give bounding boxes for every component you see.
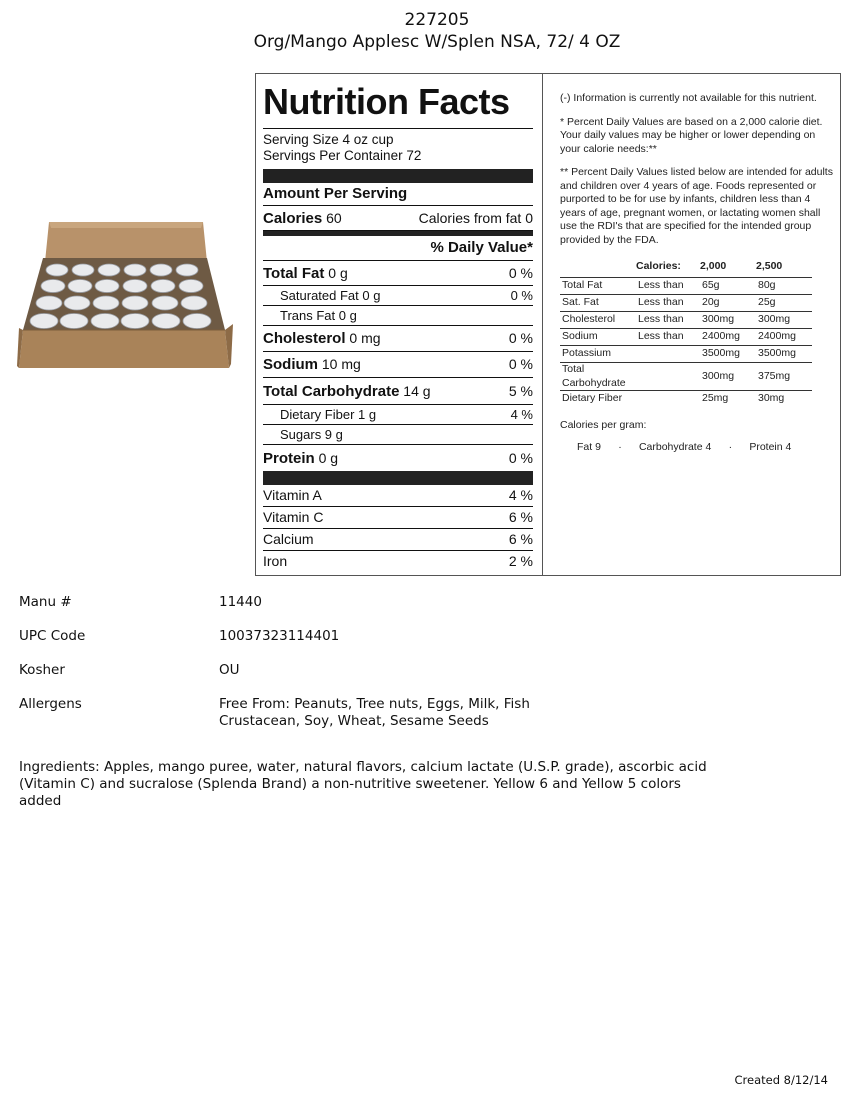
- cpg-fat: Fat 9: [577, 440, 601, 453]
- allergens-line-1: Free From: Peanuts, Tree nuts, Eggs, Milk, Fish: [219, 696, 530, 712]
- protein-label: Protein: [263, 450, 315, 467]
- total-fat-dv: 0 %: [508, 265, 533, 281]
- protein-dv: 0 %: [508, 450, 533, 466]
- daily-value-header: % Daily Value*: [263, 236, 533, 261]
- table-cell: Dietary Fiber: [562, 392, 623, 405]
- footnote-adults: ** Percent Daily Values listed below are intended for adults and children over 4 years of age. Foods represented or purported to be for use by infants, children less than 4 years of age, pregnant women, or lactating women shall use the RDI's that are specified for the intended group provided by the FDA.: [560, 166, 833, 246]
- vitamin-row: [263, 529, 533, 551]
- table-cell: 3500mg: [700, 346, 756, 363]
- protein-value: 0 g: [318, 450, 339, 466]
- cpg-carbohydrate: Carbohydrate 4: [638, 440, 712, 453]
- created-date: Created 8/12/14: [734, 1073, 828, 1087]
- total-fat-value: 0 g: [328, 265, 348, 281]
- footnote-daily-values: * Percent Daily Values are based on a 2,000 calorie diet. Your daily values may be higher or lower depending on your calorie needs:**: [560, 115, 823, 155]
- table-cell: Sodium: [560, 329, 636, 346]
- kosher-label: Kosher: [19, 662, 65, 678]
- table-row: [560, 278, 812, 295]
- vitamin-dv: 6 %: [508, 509, 533, 525]
- saturated-fat-dv: 0 %: [510, 288, 533, 303]
- trans-fat-row: [263, 306, 533, 326]
- amount-per-serving: Amount Per Serving: [263, 183, 533, 206]
- table-cell: [636, 363, 700, 391]
- sugars-row: [263, 425, 533, 445]
- cholesterol-label: Cholesterol: [263, 330, 346, 347]
- sugars-label: Sugars 9 g: [280, 427, 343, 442]
- table-cell: 80g: [756, 278, 812, 295]
- page-header: [0, 9, 850, 53]
- label-divider: [542, 74, 543, 575]
- thick-divider-2: [263, 471, 533, 485]
- vitamin-row: [263, 551, 533, 572]
- table-header-cell: 2,500: [756, 257, 812, 278]
- table-row: [560, 363, 812, 391]
- table-header-cell: 2,000: [700, 257, 756, 278]
- vitamin-dv: 6 %: [508, 531, 533, 547]
- vitamin-dv: 4 %: [508, 487, 533, 503]
- calories-per-gram-label: Calories per gram:: [560, 419, 647, 431]
- table-cell: 300mg: [700, 312, 756, 329]
- table-cell: 30mg: [758, 392, 785, 405]
- table-cell: 375mg: [756, 363, 812, 391]
- footnote-unavailable: (-) Information is currently not available for this nutrient.: [560, 92, 817, 104]
- serving-size: Serving Size 4 oz cup: [263, 132, 394, 147]
- nutrition-facts-title: Nutrition Facts: [263, 80, 533, 129]
- saturated-fat-row: [263, 286, 533, 306]
- vitamin-row: [263, 485, 533, 507]
- table-header-cell: Calories:: [636, 257, 700, 278]
- vitamins-list: [263, 485, 533, 572]
- table-cell: 2400mg: [756, 329, 812, 346]
- manu-label: Manu #: [19, 594, 72, 610]
- table-cell: Less than: [636, 329, 700, 346]
- vitamin-row: [263, 507, 533, 529]
- cholesterol-value: 0 mg: [349, 330, 381, 346]
- cpg-separator: ·: [618, 440, 622, 453]
- table-cell: 3500mg: [756, 346, 812, 363]
- nutrition-label: [255, 73, 841, 576]
- dietary-fiber-row: [263, 405, 533, 425]
- table-cell: Potassium: [560, 346, 636, 363]
- sodium-label: Sodium: [263, 356, 318, 373]
- ingredients-text: Ingredients: Apples, mango puree, water, natural flavors, calcium lactate (U.S.P. grade), ascorbic acid (Vitamin C) and sucralose (Splenda Brand) a non-nutritive sweetener. Yellow 6 and Yellow 5 colors added: [19, 759, 707, 809]
- table-cell: 20g: [700, 295, 756, 312]
- table-cell: Less than: [636, 278, 700, 295]
- serving-info: [263, 129, 533, 164]
- thick-divider: [263, 169, 533, 183]
- table-row: [560, 295, 812, 312]
- table-cell: 65g: [700, 278, 756, 295]
- upc-value: 10037323114401: [219, 628, 340, 644]
- cholesterol-row: [263, 326, 533, 352]
- carbohydrate-label: Total Carbohydrate: [263, 383, 400, 400]
- kosher-value: OU: [219, 662, 240, 678]
- vitamin-name: Vitamin C: [263, 509, 324, 525]
- table-cell: Sat. Fat: [560, 295, 636, 312]
- total-fat-label: Total Fat: [263, 265, 325, 282]
- servings-per-container: Servings Per Container 72: [263, 148, 422, 163]
- table-cell: [636, 391, 700, 408]
- table-row: [560, 312, 812, 329]
- table-header-row: [560, 257, 812, 278]
- vitamin-name: Vitamin A: [263, 487, 322, 503]
- table-row: [560, 329, 812, 346]
- product-name: Org/Mango Applesc W/Splen NSA, 72/ 4 OZ: [253, 32, 621, 52]
- item-number: 227205: [404, 10, 470, 30]
- table-cell: 300mg: [756, 312, 812, 329]
- table-row: [560, 346, 812, 363]
- calories-label: Calories: [263, 210, 323, 227]
- nutrition-facts-panel: [263, 80, 533, 572]
- table-cell: 25g: [756, 295, 812, 312]
- allergens-line-2: Crustacean, Soy, Wheat, Sesame Seeds: [219, 713, 489, 729]
- table-cell: Cholesterol: [560, 312, 636, 329]
- table-header-cell: [560, 257, 636, 278]
- trans-fat-label: Trans Fat 0 g: [280, 308, 357, 323]
- table-row: [560, 391, 812, 408]
- cholesterol-dv: 0 %: [508, 330, 533, 346]
- table-cell: 2400mg: [700, 329, 756, 346]
- footnotes-panel: [560, 92, 838, 454]
- saturated-fat-label: Saturated Fat 0 g: [280, 288, 381, 303]
- cpg-separator: ·: [728, 440, 733, 453]
- table-cell: [636, 346, 700, 363]
- daily-values-table: [560, 257, 812, 407]
- dietary-fiber-label: Dietary Fiber 1 g: [280, 407, 377, 422]
- vitamin-dv: 2 %: [508, 553, 533, 569]
- dietary-fiber-dv: 4 %: [510, 407, 533, 422]
- product-image: [17, 220, 233, 370]
- calories-from-fat: Calories from fat 0: [418, 210, 533, 226]
- carbohydrate-row: [263, 378, 533, 405]
- sodium-dv: 0 %: [508, 356, 533, 372]
- calories-value: 60: [326, 210, 342, 226]
- vitamin-name: Calcium: [263, 531, 314, 547]
- table-cell: 25mg: [702, 392, 729, 405]
- calories-row: [263, 206, 533, 231]
- protein-row: [263, 445, 533, 471]
- upc-label: UPC Code: [19, 628, 86, 644]
- sodium-row: [263, 352, 533, 378]
- table-cell: Total Carbohydrate: [560, 363, 636, 391]
- calories-per-gram-values: [560, 441, 838, 455]
- total-fat-row: [263, 261, 533, 286]
- cpg-protein: Protein 4: [749, 440, 792, 453]
- table-cell: 300mg: [700, 363, 756, 391]
- manu-value: 11440: [219, 594, 262, 610]
- table-cell: Total Fat: [560, 278, 636, 295]
- carbohydrate-dv: 5 %: [508, 383, 533, 399]
- table-cell: Less than: [636, 312, 700, 329]
- allergens-label: Allergens: [19, 696, 82, 712]
- table-cell: Less than: [636, 295, 700, 312]
- carbohydrate-value: 14 g: [403, 383, 431, 399]
- vitamin-name: Iron: [263, 553, 288, 569]
- sodium-value: 10 mg: [321, 356, 361, 372]
